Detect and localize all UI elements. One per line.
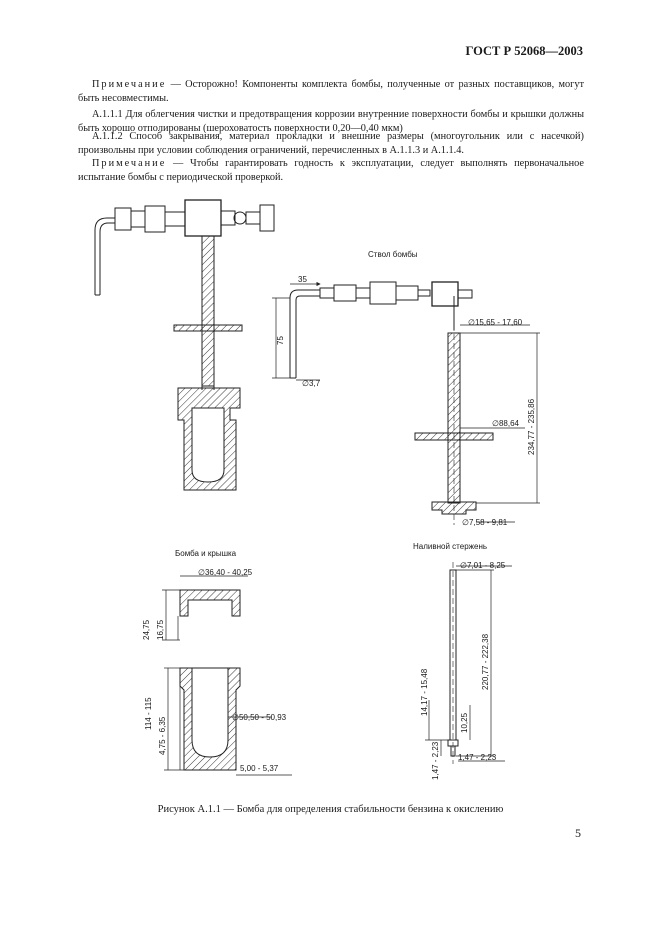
dim-14-17: 14,17 - 15,48	[420, 668, 429, 716]
dim-114: 114 - 115	[144, 697, 153, 730]
dim-50-50: ∅50,50 - 50,93	[232, 713, 287, 722]
assembled-bomb	[95, 200, 274, 490]
filling-rod	[448, 562, 458, 764]
dim-75: 75	[276, 336, 285, 345]
dim-4-75: 4,75 - 6,35	[158, 716, 167, 755]
barrel-detail	[290, 282, 493, 525]
dim-35: 35	[298, 275, 307, 284]
paragraph-a1111-text: А.1.1.1 Для облегчения чистки и предотвращения коррозии внутренние поверхности бомбы и крышки должны быть хорошо отполированы (шероховатость поверхности 0,20—0,40 мкм)	[78, 109, 584, 134]
dim-220: 220,77 - 222,38	[481, 633, 490, 690]
paragraph-a1112	[78, 130, 584, 157]
dim-88-64: ∅88,64	[492, 419, 519, 428]
dim-5-00: 5,00 - 5,37	[240, 764, 279, 773]
dim-36-40: ∅36,40 - 40,25	[198, 568, 253, 577]
page-number: 5	[575, 826, 581, 840]
note-paragraph-1	[78, 78, 584, 105]
bomb-lid-title: Бомба и крышка	[175, 549, 237, 558]
dim-1-47-b: 1,47 - 2,23	[458, 753, 497, 762]
barrel-title: Ствол бомбы	[368, 250, 418, 259]
filling-rod-title: Наливной стержень	[413, 542, 488, 551]
dim-24-75: 24,75	[142, 619, 151, 640]
note-lead: Примечание	[92, 158, 167, 169]
dim-1-47-a: 1,47 - 2,23	[431, 741, 440, 780]
dim-7-01: ∅7,01 - 8,25	[460, 561, 506, 570]
note-lead: Примечание	[92, 79, 167, 90]
figure-caption: Рисунок А.1.1 — Бомба для определения стабильности бензина к окислению	[157, 804, 504, 815]
dim-15-65: ∅15,65 - 17,60	[468, 318, 523, 327]
note-paragraph-2	[78, 157, 584, 184]
bomb-and-lid	[180, 590, 240, 770]
dim-234: 234,77 - 235,86	[527, 398, 536, 455]
note-body: — Чтобы гарантировать годность к эксплуатации, следует выполнять первоначальное испытание бомбы с периодической проверкой.	[78, 158, 584, 183]
document-code: ГОСТ Р 52068—2003	[465, 44, 583, 58]
bomb-figure	[0, 190, 661, 800]
dim-10-25: 10,25	[460, 712, 469, 733]
note-body: — Осторожно! Компоненты комплекта бомбы, полученные от разных поставщиков, могут быть несовместимы.	[78, 79, 584, 104]
dim-16-75: 16,75	[156, 619, 165, 640]
paragraph-a1112-text: А.1.1.2 Способ закрывания, материал прокладки и внешние размеры (многоугольник или с насечкой) произвольны при условии соблюдения ограничений, перечисленных в А.1.1.3 и А.1.1.4.	[78, 131, 584, 156]
dim-3-7: ∅3,7	[302, 379, 321, 388]
dim-7-58: ∅7,58 - 9,81	[462, 518, 508, 527]
